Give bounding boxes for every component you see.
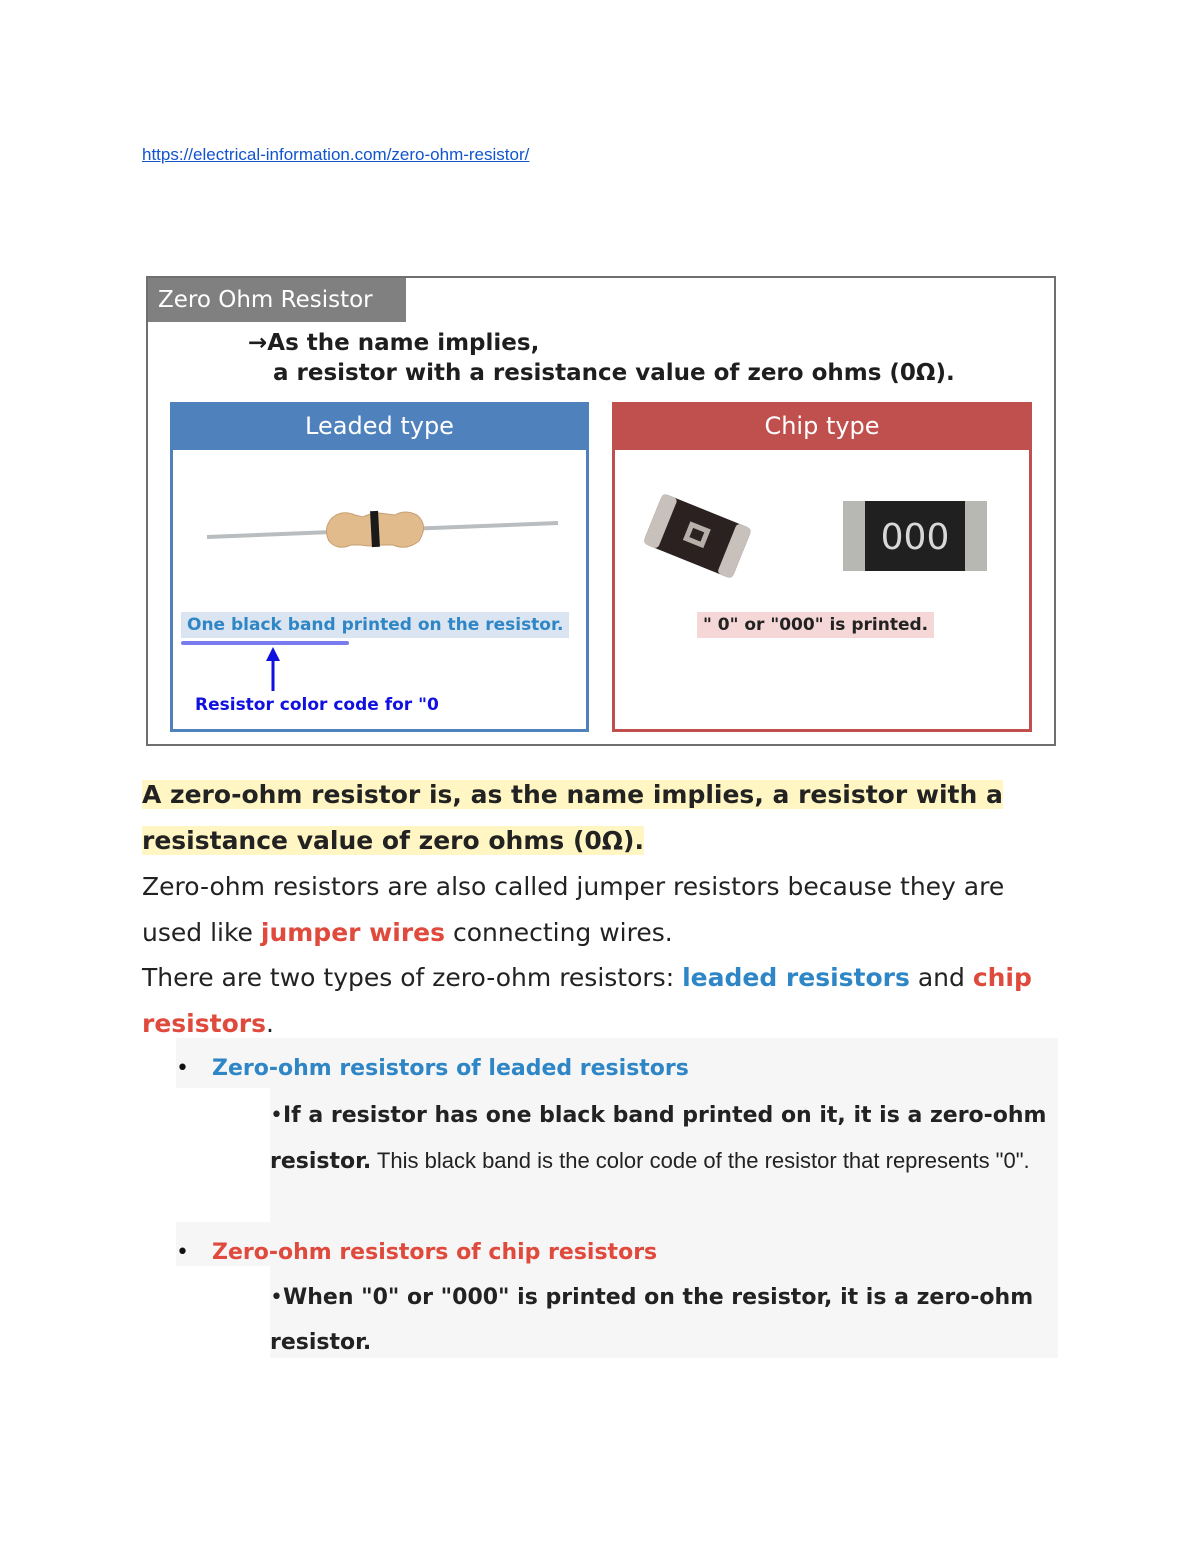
sub-item-bold: If a resistor has one black band printed on it, it is a zero-ohm resistor. [270, 1103, 1047, 1174]
chip-type-heading: Chip type [612, 402, 1032, 450]
figure-subtitle [248, 328, 955, 388]
bullet-icon: • [176, 1056, 189, 1081]
paragraph-types-text-mid: and [909, 963, 973, 992]
chip-type-panel [612, 402, 1032, 732]
sub-item-bold: When "0" or "000" is printed on the resistor, it is a zero-ohm resistor. [270, 1285, 1034, 1355]
leaded-resistors-link[interactable]: leaded resistors [682, 963, 910, 992]
sub-item-leaded [270, 1093, 1050, 1184]
bullet-icon: • [270, 1285, 283, 1310]
chip-resistors-link[interactable]: chip resistors [142, 963, 1032, 1038]
jumper-wires-link[interactable]: jumper wires [260, 918, 446, 947]
leaded-resistor-image [173, 453, 586, 603]
paragraph-jumper-text-a: Zero-ohm resistors are also called jumper resistors because they are used like [142, 872, 1005, 947]
headline [142, 772, 1062, 864]
leaded-type-heading: Leaded type [170, 402, 589, 450]
bullet-icon: • [176, 1240, 189, 1265]
underline-mark [173, 625, 586, 735]
chip-marking: 000 [880, 517, 950, 558]
paragraph-jumper-text-b: connecting wires. [445, 918, 673, 947]
list-item-leaded [176, 1046, 689, 1091]
sub-item-chip [270, 1275, 1050, 1365]
color-code-note: Resistor color code for "0 [195, 695, 439, 715]
leaded-type-panel [170, 402, 589, 732]
chip-caption: " 0" or "000" is printed. [697, 612, 934, 638]
figure-subtitle-line1: →As the name implies, [248, 330, 540, 356]
paragraph-types [142, 955, 1062, 1047]
figure-subtitle-line2: a resistor with a resistance value of zero ohms (0Ω). [273, 360, 955, 386]
list-item-chip [176, 1230, 658, 1275]
leaded-caption: One black band printed on the resistor. [181, 612, 569, 638]
headline-text: A zero-ohm resistor is, as the name implies, a resistor with a resistance value of zero ohms (0Ω). [142, 780, 1003, 855]
paragraph-jumper [142, 864, 1062, 956]
sub-item-text [270, 1103, 1047, 1174]
source-link[interactable]: https://electrical-information.com/zero-ohm-resistor/ [142, 145, 530, 164]
sub-item-rest: This black band is the color code of the resistor that represents "0". [371, 1148, 1030, 1173]
paragraph-types-text-end: . [265, 1009, 274, 1038]
chip-resistor-images [615, 453, 1029, 603]
figure-title: Zero Ohm Resistor [148, 278, 406, 322]
zero-ohm-resistor-figure [146, 276, 1056, 746]
list-item-heading[interactable]: Zero-ohm resistors of chip resistors [212, 1240, 658, 1265]
bullet-icon: • [270, 1103, 283, 1128]
list-item-heading[interactable]: Zero-ohm resistors of leaded resistors [212, 1056, 689, 1081]
paragraph-types-text-a: There are two types of zero-ohm resistors: [142, 963, 683, 992]
